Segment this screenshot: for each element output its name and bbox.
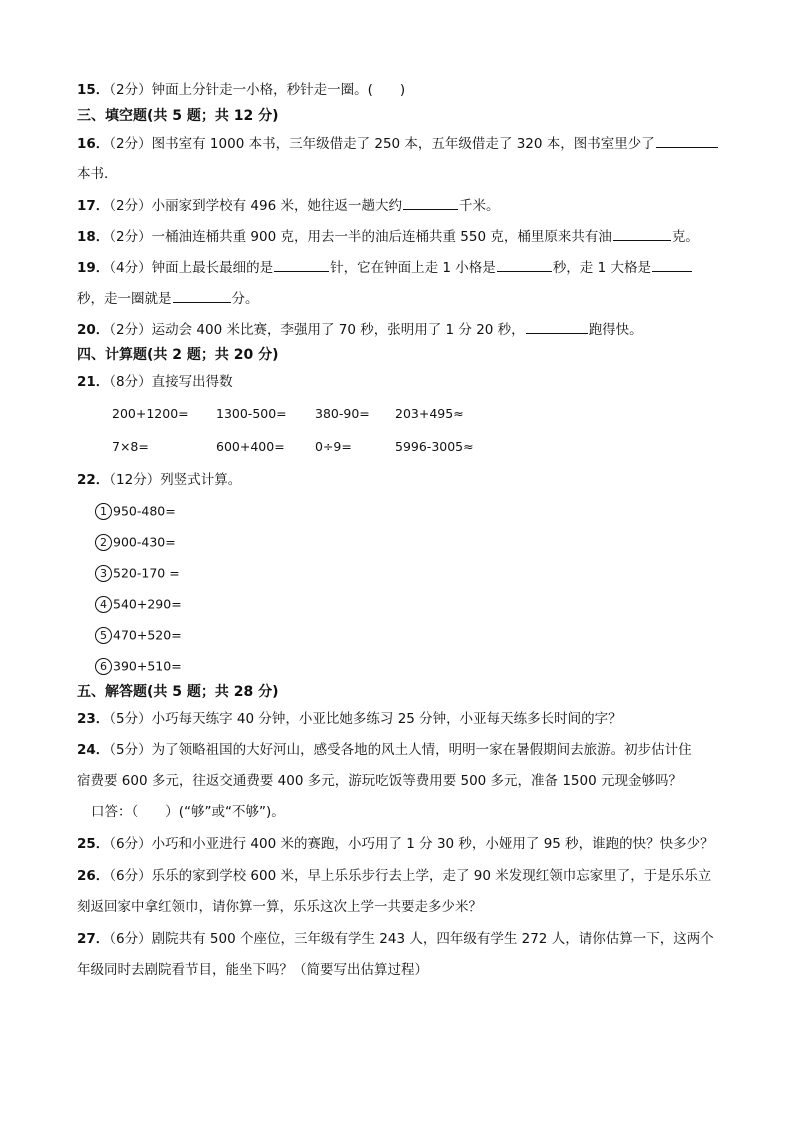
- vertical-calc-item: 1 950-480=: [95, 502, 176, 521]
- question-19-cont: 秒，走一圈就是 分。: [77, 288, 259, 309]
- question-26-cont: 刻返回家中拿红领巾，请你算一算，乐乐这次上学一共要走多少米？: [77, 899, 482, 915]
- answer-blank[interactable]: [403, 195, 458, 210]
- circled-number: 5: [95, 627, 112, 644]
- circled-number: 4: [95, 596, 112, 613]
- question-25: 25．（6分）小巧和小亚进行 400 米的赛跑，小巧用了 1 分 30 秒，小娅用了 95 秒，谁跑的快？快多少？: [77, 836, 714, 852]
- question-22: 22．（12分）列竖式计算。: [77, 472, 242, 488]
- vertical-calc-item: 5 470+520=: [95, 626, 182, 645]
- question-24-cont: 宿费要 600 多元，往返交通费要 400 多元，游玩吃饭等费用要 500 多元，准备 1500 元现金够吗？: [77, 773, 682, 789]
- section-5-heading: 五、解答题(共 5 题；共 28 分): [77, 684, 279, 700]
- circled-number: 3: [95, 565, 112, 582]
- calc-item: 380-90=: [315, 406, 370, 421]
- calc-item: 1300-500=: [216, 406, 287, 421]
- question-24: 24．（5分）为了领略祖国的大好河山，感受各地的风土人情，明明一家在暑假期间去旅游。初步估计住: [77, 742, 692, 758]
- question-24-answer: 口答：（ ）(“够”或“不够”)。: [91, 804, 285, 820]
- question-16: 16．（2分）图书室有 1000 本书，三年级借走了 250 本，五年级借走了 320 本，图书室里少了: [77, 133, 719, 154]
- question-23: 23．（5分）小巧每天练字 40 分钟，小亚比她多练习 25 分钟，小亚每天练多长时间的字？: [77, 711, 622, 727]
- vertical-calc-item: 3 520-170 =: [95, 564, 180, 583]
- calc-item: 0÷9=: [315, 439, 352, 454]
- answer-blank[interactable]: [497, 257, 552, 272]
- question-27: 27．（6分）剧院共有 500 个座位，三年级有学生 243 人，四年级有学生 272 人，请你估算一下，这两个: [77, 931, 714, 947]
- calc-item: 600+400=: [216, 439, 285, 454]
- calc-item: 5996-3005≈: [395, 439, 474, 454]
- question-17: 17．（2分）小丽家到学校有 496 米，她往返一趟大约 千米。: [77, 195, 500, 216]
- calc-item: 200+1200=: [112, 406, 189, 421]
- answer-blank[interactable]: [274, 257, 329, 272]
- question-26: 26．（6分）乐乐的家到学校 600 米，早上乐乐步行去上学，走了 90 米发现红领巾忘家里了，于是乐乐立: [77, 868, 712, 884]
- answer-blank[interactable]: [656, 133, 718, 148]
- question-21: 21．（8分）直接写出得数: [77, 374, 233, 390]
- question-20: 20．（2分）运动会 400 米比赛，李强用了 70 秒，张明用了 1 分 20 秒， 跑得快。: [77, 319, 643, 340]
- question-19: 19．（4分）钟面上最长最细的是 针，它在钟面上走 1 小格是 秒，走 1 大格是: [77, 257, 693, 278]
- calc-item: 203+495≈: [395, 406, 464, 421]
- answer-blank[interactable]: [526, 319, 588, 334]
- answer-blank[interactable]: [652, 257, 692, 272]
- question-15: 15．（2分）钟面上分针走一小格，秒针走一圈。( ): [77, 82, 406, 98]
- question-18: 18．（2分）一桶油连桶共重 900 克，用去一半的油后连桶共重 550 克，桶里原来共有油 克。: [77, 226, 699, 247]
- vertical-calc-item: 6 390+510=: [95, 657, 182, 676]
- answer-blank[interactable]: [173, 288, 231, 303]
- vertical-calc-item: 2 900-430=: [95, 533, 176, 552]
- circled-number: 6: [95, 658, 112, 675]
- calc-item: 7×8=: [112, 439, 149, 454]
- question-27-cont: 年级同时去剧院看节目，能坐下吗？（简要写出估算过程）: [77, 962, 428, 978]
- question-16-cont: 本书．: [77, 166, 118, 182]
- answer-blank[interactable]: [613, 226, 671, 241]
- circled-number: 1: [95, 503, 112, 520]
- vertical-calc-item: 4 540+290=: [95, 595, 182, 614]
- circled-number: 2: [95, 534, 112, 551]
- section-4-heading: 四、计算题(共 2 题；共 20 分): [77, 347, 279, 363]
- section-3-heading: 三、填空题(共 5 题；共 12 分): [77, 108, 279, 124]
